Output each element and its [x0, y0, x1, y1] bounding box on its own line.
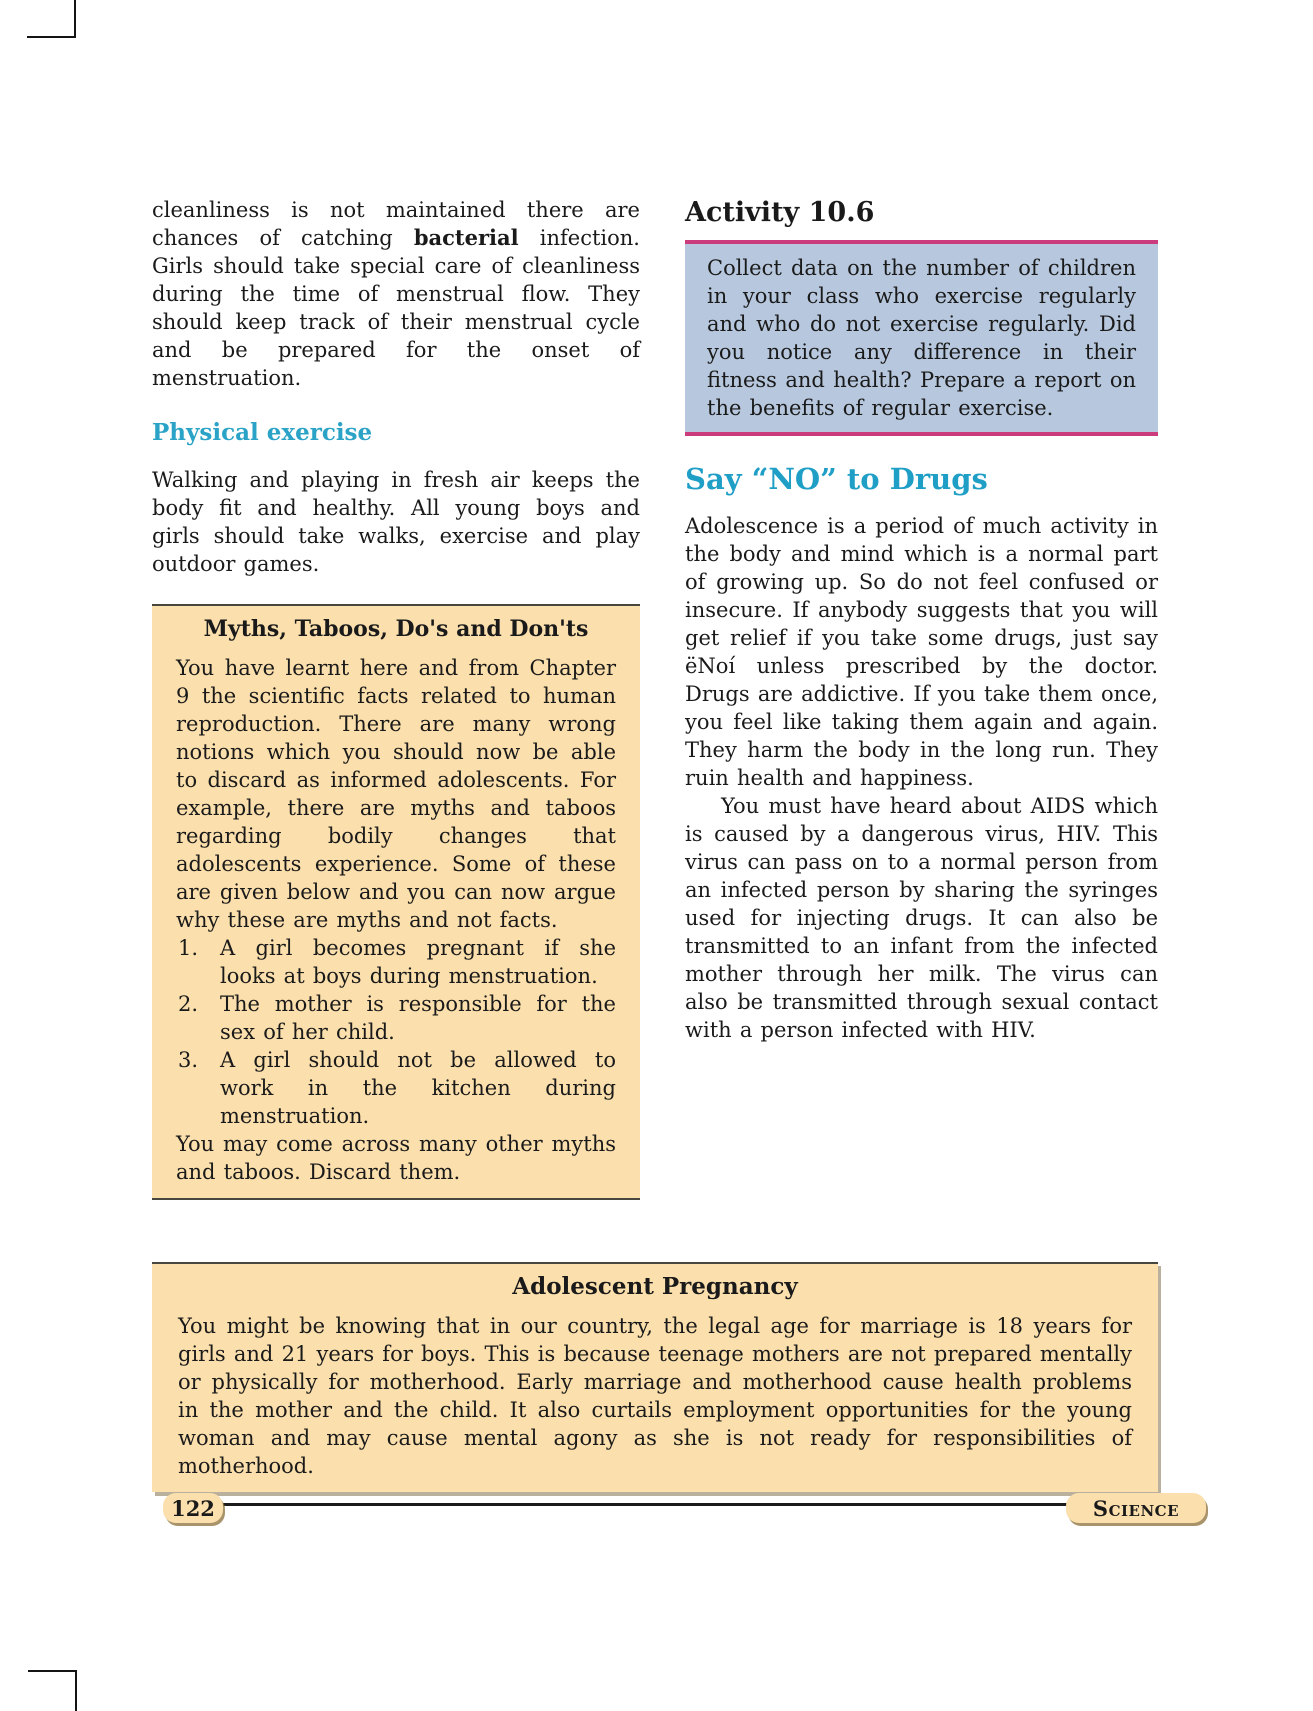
activity-heading: Activity 10.6 [685, 197, 875, 228]
list-text-2: The mother is responsible for the sex of her child. [220, 992, 616, 1044]
drugs-paragraph-1: Adolescence is a period of much activity in the body and mind which is a normal part of growing up. So do not feel confused or insecure. If anybody suggests that you will get relief if you take some drugs, just say ëNoí unless prescribed by the doctor. Drugs are addictive. If you take them once, you feel like taking them again and again. They harm the body in the long run. They ruin health and happiness. [685, 514, 1158, 790]
footer-rule [205, 1503, 1085, 1506]
myths-list-item-1 [176, 934, 616, 990]
crop-mark-bottom-horizontal [28, 1670, 77, 1672]
crop-mark-bottom-vertical [75, 1670, 77, 1711]
myths-box-title: Myths, Taboos, Do's and Don'ts [203, 616, 589, 642]
activity-box [685, 240, 1158, 436]
myths-list [176, 934, 616, 1130]
list-number-3: 3. [178, 1048, 199, 1072]
myths-taboos-box [152, 604, 640, 1200]
adolescent-pregnancy-box [152, 1262, 1158, 1492]
myths-box-outro: You may come across many other myths and taboos. Discard them. [176, 1132, 616, 1184]
list-number-2: 2. [178, 992, 199, 1016]
myths-box-intro: You have learnt here and from Chapter 9 the scientific facts related to human reproduction. There are many wrong notions which you should now be able to discard as informed adolescents. For example, there are myths and taboos regarding bodily changes that adolescents experience. Some of these are given below and you can now argue why these are myths and not facts. [176, 656, 616, 932]
pregnancy-box-title: Adolescent Pregnancy [512, 1273, 798, 1300]
list-number-1: 1. [178, 936, 199, 960]
activity-paragraph: Collect data on the number of children in your class who exercise regularly and who do not exercise regularly. Did you notice any difference in their fitness and health? Prepare a report on the benefits of regular exercise. [707, 256, 1136, 420]
drugs-paragraph-2: You must have heard about AIDS which is caused by a dangerous virus, HIV. This virus can pass on to a normal person from an infected person by sharing the syringes used for injecting drugs. It can also be transmitted to an infant from the infected mother through her milk. The virus can also be transmitted through sexual contact with a person infected with HIV. [685, 794, 1158, 1042]
list-text-3: A girl should not be allowed to work in the kitchen during menstruation. [220, 1048, 616, 1128]
myths-list-item-2 [176, 990, 616, 1046]
pregnancy-box-paragraph: You might be knowing that in our country, the legal age for marriage is 18 years for girls and 21 years for boys. This is because teenage mothers are not prepared mentally or physically for motherhood. Early marriage and motherhood cause health problems in the mother and the child. It also curtails employment opportunities for the young woman and may cause mental agony as she is not ready for responsibilities of motherhood. [178, 1314, 1132, 1478]
page-number-badge: 122 [163, 1493, 223, 1523]
crop-mark-top-horizontal [27, 36, 76, 38]
book-title-badge: Science [1066, 1493, 1206, 1523]
intro-paragraph [152, 196, 640, 392]
say-no-to-drugs-heading: Say “NO” to Drugs [685, 462, 988, 496]
list-text-1: A girl becomes pregnant if she looks at boys during menstruation. [220, 936, 616, 988]
right-column [685, 196, 1158, 1044]
intro-text-start: cleanliness is not maintained there are chances of catching [152, 198, 640, 250]
physical-exercise-heading: Physical exercise [152, 419, 373, 446]
left-column [152, 196, 640, 1200]
crop-mark-top-vertical [74, 0, 76, 38]
intro-text-end: infection. Girls should take special care of cleanliness during the time of menstrual flow. They should keep track of their menstrual cycle and be prepared for the onset of menstruation. [152, 226, 640, 390]
bold-keyword-bacterial: bacterial [413, 225, 519, 250]
physical-exercise-paragraph: Walking and playing in fresh air keeps the body fit and healthy. All young boys and girls should take walks, exercise and play outdoor games. [152, 468, 640, 576]
myths-list-item-3 [176, 1046, 616, 1130]
